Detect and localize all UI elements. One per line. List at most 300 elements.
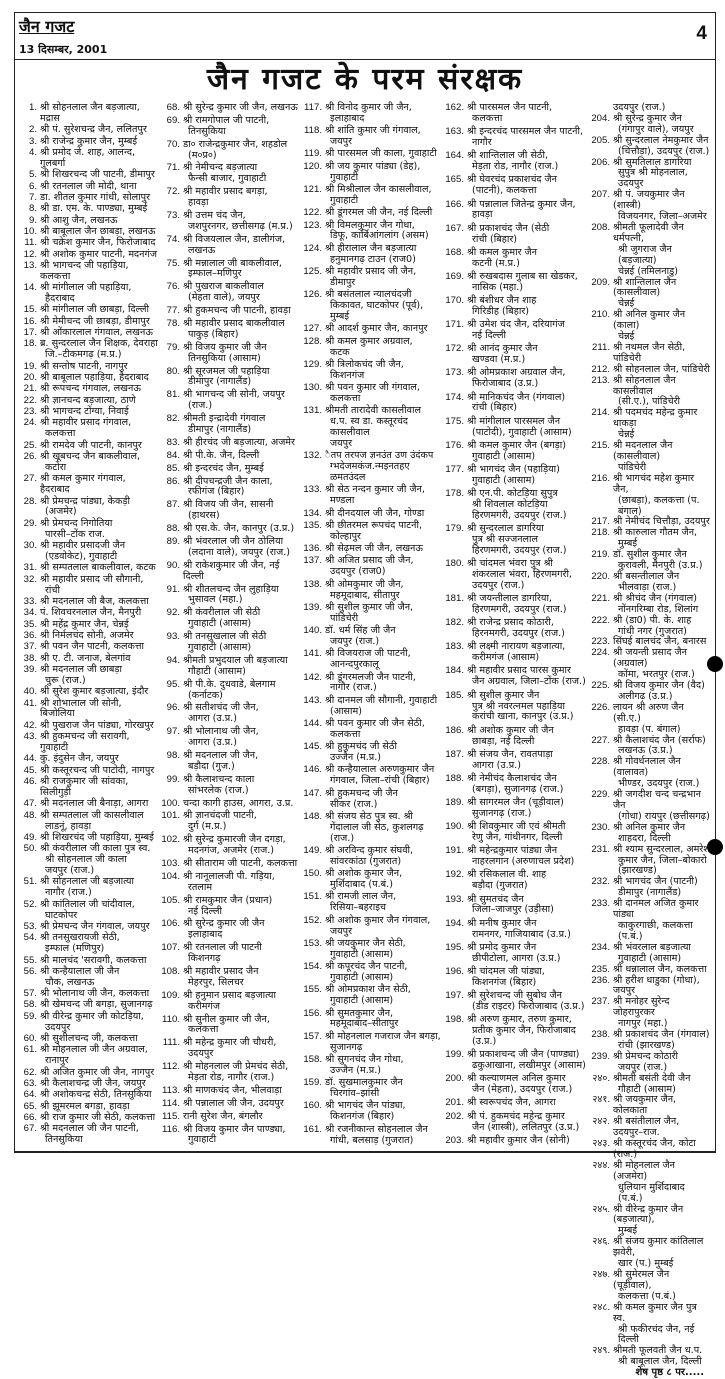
entry-number: 123. xyxy=(303,219,322,231)
entry-number: 229. xyxy=(591,789,610,801)
entry-text: छाबड़ा, नई दिल्ली xyxy=(472,735,535,747)
entry-text: पुत्र श्री सज्जनलाल xyxy=(472,533,539,545)
patron-column xyxy=(591,102,710,1379)
entry-text: प्रतीक कुमार जैन, फिरोजाबाद (उ.प्र.) xyxy=(472,1025,576,1047)
patron-entry xyxy=(445,618,588,640)
entry-text: श्री हुकमचन्द जी जैन xyxy=(325,787,398,799)
patron-entry xyxy=(161,259,300,281)
patron-entry xyxy=(303,892,442,914)
patron-entry xyxy=(161,390,300,412)
entry-number: 69. xyxy=(166,114,180,126)
entry-text: श्रीमती बसंती देवी जैन xyxy=(613,1072,691,1084)
entry-number: 199. xyxy=(445,1049,464,1061)
entry-number: 216. xyxy=(591,472,610,484)
entry-number: 101. xyxy=(161,810,180,822)
entry-number: 164. xyxy=(445,150,464,162)
entry-number: 95. xyxy=(166,678,180,690)
entry-number: 104. xyxy=(161,870,180,882)
entry-text: मेहरपुर, सिलचर xyxy=(188,976,244,988)
entry-text: श्री अशोक कुमार जी जैन xyxy=(467,724,554,736)
patron-entry xyxy=(18,204,158,215)
entry-number: 46. xyxy=(23,776,37,788)
patron-entry xyxy=(161,811,300,833)
entry-number: 4. xyxy=(28,146,37,158)
patron-entry xyxy=(161,306,300,317)
entry-number: 189. xyxy=(445,797,464,808)
entry-number: २४८. xyxy=(592,1301,610,1313)
entry-number: 72. xyxy=(166,186,180,198)
entry-text: श्री कमल कुमार गंगवाल, हैदराबाद xyxy=(40,473,126,496)
entry-number: 136. xyxy=(303,543,322,555)
patron-entry xyxy=(445,127,588,149)
entry-text: श्री प्रकाशचंद जैन (सेठी xyxy=(467,222,550,234)
patron-entry xyxy=(18,1068,158,1079)
entry-number: 185. xyxy=(445,689,464,701)
patron-entry xyxy=(591,1052,710,1074)
entry-number: 183. xyxy=(445,641,464,653)
entry-number: 96. xyxy=(166,702,180,714)
patron-entry xyxy=(591,757,710,790)
patron-entry xyxy=(591,190,710,223)
entry-number: 89. xyxy=(166,535,180,547)
entry-text: कलकत्ता xyxy=(45,428,76,440)
entry-number: 41. xyxy=(23,697,37,709)
patron-entry xyxy=(161,477,300,499)
entry-number: 162. xyxy=(445,102,464,113)
patron-entry xyxy=(18,1012,158,1034)
entry-number: 114. xyxy=(162,1097,180,1109)
entry-number: 102. xyxy=(161,834,180,846)
entry-text: चेन्नई (तमिलनाडु) xyxy=(618,265,678,277)
entry-text: करांची खाना, कानपुर (उ.प्र.) xyxy=(472,711,574,723)
entry-text: सिंघई बालचंद जैन, बनारस xyxy=(613,636,707,648)
entry-number: 132. xyxy=(303,450,322,462)
entry-text: श्री रसिकलाल वी. शाह xyxy=(467,869,547,881)
patron-entry xyxy=(18,170,158,181)
patron-entry xyxy=(303,812,442,845)
patron-entry xyxy=(591,1117,710,1139)
patron-entry xyxy=(303,1101,442,1123)
entry-text: उज्जैन (म.प्र.) xyxy=(330,752,382,764)
entry-number: 93. xyxy=(166,631,180,643)
patron-entry xyxy=(591,278,710,311)
entry-text: फैन्सी बाजार, गुवाहाटी xyxy=(188,173,267,185)
entry-text: श्री सुन्दरलाल नेमकुमार जैन xyxy=(613,134,709,146)
entry-text: श्री हीरचंद जी बड़जात्या, अजमेर xyxy=(183,436,295,448)
entry-number: 151. xyxy=(303,891,322,903)
entry-text: श्री मांगीलाल जी पहाड़िया, xyxy=(40,282,132,294)
entry-text: श्री कन्हैयालाल जी जैन xyxy=(40,965,120,977)
entry-text: श्री पदमचंद महेन्द्र कुमार धाकड़ा xyxy=(613,407,698,430)
entry-text: श्री शिवलाल कोटड़िया xyxy=(472,498,548,510)
patron-entry xyxy=(161,103,300,114)
patron-entry xyxy=(161,1086,300,1097)
entry-number: 38. xyxy=(23,652,37,664)
entry-number: 168. xyxy=(445,246,464,258)
entry-text: चेन्नई xyxy=(618,429,635,441)
entry-number: 224. xyxy=(591,647,610,659)
entry-number: 66. xyxy=(23,1112,37,1123)
patron-entry xyxy=(591,1095,710,1117)
entry-text: सांवरकांठा (गुजरात) xyxy=(330,855,402,867)
entry-text: श्री मालचंद 'सरावगी, कलकत्ता xyxy=(40,954,147,966)
entry-text: श्री कंवरीलाल जी काला पुत्र स्व. xyxy=(40,843,151,855)
entry-text: भीलवाड़ा (राज.) xyxy=(618,581,677,593)
entry-text: श्री विजयराज जी पाटनी, xyxy=(325,648,411,660)
entry-number: 121. xyxy=(303,183,322,195)
entry-number: 177. xyxy=(445,463,464,475)
entry-number: 141. xyxy=(303,648,322,660)
patron-entry xyxy=(161,140,300,162)
entry-text: श्री सुमतकुमार जैन, xyxy=(325,1007,394,1019)
entry-text: श्री झूमरमल बगड़ा, हावड़ा xyxy=(40,1100,130,1112)
patron-entry xyxy=(303,244,442,266)
patron-entry xyxy=(445,1112,588,1134)
entry-text: श्री सोहनलाल जी काला xyxy=(45,854,127,866)
entry-text: श्री भागचंद जैन (पाटनी) xyxy=(613,876,698,888)
patron-entry xyxy=(591,976,710,998)
entry-text: (पाटोदी), गुवाहाटी (आसाम) xyxy=(472,426,572,438)
entry-number: 19. xyxy=(23,360,37,372)
entry-text: श्रीमती प्रभुदयाल जी बड़जात्या xyxy=(183,654,288,666)
entry-text: श्री विजय कुमार जैन पाण्ड्या, xyxy=(183,1123,286,1135)
entry-text: श्री ओमप्रकाश जैन सेठी, xyxy=(325,984,411,996)
entry-number: 100. xyxy=(161,797,180,809)
patron-entry xyxy=(18,844,158,877)
patron-entry xyxy=(161,1125,300,1147)
patron-entry xyxy=(18,687,158,698)
entry-text: श्री बसन्तीलाल जैन xyxy=(613,570,680,582)
entry-text: श्री बाबूलाल जैन छाबड़ा, लखनऊ xyxy=(40,225,156,237)
patron-entry xyxy=(303,544,442,555)
entry-text: विजयनगर, जिला–अजमेर xyxy=(618,211,707,223)
patron-entry xyxy=(445,726,588,748)
entry-text: श्री आशु जैन, लखनऊ xyxy=(40,214,118,226)
entry-text: श्री कैलाशचंद जैन (सर्राफ) xyxy=(613,734,706,746)
entry-number: 15. xyxy=(23,304,37,316)
entry-number: 219. xyxy=(591,549,610,561)
entry-text: मुम्बई xyxy=(618,538,638,550)
patron-entry xyxy=(591,790,710,823)
entry-number: 90. xyxy=(166,559,180,571)
patron-entry xyxy=(445,320,588,342)
entry-text: श्री दीनदयाल जी जैन, गोण्डा xyxy=(325,507,425,519)
entry-text: कलकत्ता xyxy=(330,728,361,740)
patron-entry xyxy=(161,585,300,607)
entry-text: भीण्डर, उदयपुर (राज.) xyxy=(618,778,700,790)
entry-text: इलाहाबाद xyxy=(330,112,365,124)
entry-number: 106. xyxy=(161,918,180,930)
entry-text: श्री ज्ञानचन्द बड़जात्या, ठाणे xyxy=(40,394,136,406)
patron-entry xyxy=(161,859,300,870)
patron-entry xyxy=(303,789,442,811)
entry-number: 62. xyxy=(23,1066,37,1078)
entry-number: 1. xyxy=(28,102,37,113)
entry-text: श्री सुशील कुमार जैन xyxy=(467,689,540,701)
entry-number: 24. xyxy=(23,417,37,429)
entry-text: श्रीमती फूलादेवी जैन धर्मपत्नी, xyxy=(613,221,684,244)
patron-entry xyxy=(303,103,442,125)
entry-text: श्री महेन्द्रकुमार पांड्या जैन xyxy=(467,845,558,857)
patron-entry xyxy=(18,418,158,440)
entry-text: श्री अशोकचन्द्र सेठी, तिनसुकिया xyxy=(40,1089,152,1101)
entry-text: श्री महावीर प्रसादजी जैन xyxy=(40,540,126,552)
entry-text: रफीगंज (बिहार) xyxy=(188,486,245,498)
entry-text: श्री रामदेव जी पाटनी, कानपुर xyxy=(40,439,142,451)
patron-entry xyxy=(303,765,442,787)
entry-number: 198. xyxy=(445,1014,464,1026)
patron-entry xyxy=(303,603,442,625)
patron-entry xyxy=(18,148,158,170)
entry-text: श्री शिवकुमार जी एवं श्रीमती xyxy=(467,821,566,833)
entry-text: गुवाहाटी xyxy=(330,171,359,183)
entry-text: श्री रजनीकान्त सोहनलाल जैन xyxy=(325,1123,428,1135)
entry-text: श्री विजयलाल जैन, डालीगंज, xyxy=(183,233,286,245)
entry-number: 218. xyxy=(591,527,610,539)
entry-text: ब्र. सुन्दरलाल जैन शिक्षक, देवराहा xyxy=(40,338,158,350)
entry-text: श्री हुकमचन्द जी सरावगी, गुवाहाटी xyxy=(40,731,130,754)
patron-entry xyxy=(445,798,588,820)
entry-text: श्री कपूरचंद जैन पाटनी, xyxy=(325,961,408,973)
entry-number: 111. xyxy=(162,1037,180,1049)
entry-number: 152. xyxy=(303,914,322,926)
entry-number: 82. xyxy=(166,413,180,425)
entry-text: रानी सुरेश जैन, बंगलौर xyxy=(183,1110,263,1122)
entry-text: नागौर (राज.) xyxy=(45,887,92,899)
patron-entry xyxy=(161,438,300,449)
patron-entry xyxy=(18,563,158,574)
patron-entry xyxy=(161,451,300,462)
entry-text: श्री अरविन्द कुमार संघवी, xyxy=(325,845,414,856)
patron-entry xyxy=(18,541,158,563)
entry-text: श्री मांगीलाल पारसमल जैन xyxy=(467,415,561,427)
entry-number: 110. xyxy=(162,1013,180,1025)
entry-text: हावड़ा xyxy=(472,209,493,221)
entry-text: हिरणमगरी, उदयपुर (राज.) xyxy=(472,544,567,556)
entry-text: श्री राजेन्द्र कुमार जैन, मुम्बई xyxy=(40,135,138,147)
entry-text: श्री मदनलाल जी छाबड़ा xyxy=(40,663,122,675)
entry-text: श्री कैलाशचन्द काला xyxy=(183,773,255,785)
patron-entry xyxy=(161,1015,300,1037)
patron-entry xyxy=(445,846,588,868)
entry-number: २४७. xyxy=(592,1268,610,1280)
patron-entry xyxy=(445,417,588,439)
entry-text: श्री अशोक कुमार पाटनी, मदनगंज xyxy=(40,248,157,260)
entry-number: 83. xyxy=(166,436,180,448)
patron-entry xyxy=(303,485,442,507)
entry-text: श्री बाबूलाल जैन, दिल्ली xyxy=(618,1356,702,1368)
patron-entry xyxy=(161,524,300,535)
entry-text: श्री पन्नालाल जी जैन, उदयपुर xyxy=(183,1097,284,1109)
entry-text: श्री प्रेमचन्द जैन गंगवाल, जयपुर xyxy=(40,920,150,932)
patron-entry xyxy=(18,699,158,721)
entry-number: 115. xyxy=(162,1110,180,1122)
entry-text: श्री रामकुमार जैन (प्रधान) xyxy=(183,894,273,906)
patron-entry xyxy=(445,594,588,616)
entry-text: श्री ए. टी. जनाज, बेलगांव xyxy=(40,652,131,664)
entry-number: 68. xyxy=(166,102,180,113)
entry-text: श्री मन्नालाल जी बाकलीवाल, xyxy=(183,257,282,269)
entry-number: 65. xyxy=(23,1100,37,1112)
entry-number: २४६. xyxy=(592,1236,610,1248)
entry-number: 134. xyxy=(303,507,322,519)
entry-text: श्री मिश्रीलाल जैन कासलीवाल, xyxy=(325,183,432,195)
entry-number: 202. xyxy=(445,1110,464,1122)
entry-text: श्री शोभालाल जी सोनी, बिजोलिया xyxy=(40,697,122,720)
patron-entry xyxy=(161,835,300,857)
entry-number: 190. xyxy=(445,821,464,833)
entry-text: श्री विजय जी जैन, सासनी xyxy=(183,499,274,511)
entry-text: श्री मदनलाल जी बैनाड़ा, आगरा xyxy=(40,798,149,810)
entry-text: श्री डूंगरमल जी जैन, नई दिल्ली xyxy=(325,207,433,219)
entry-text: श्री कमल कुमार जैन पुत्र स्व. xyxy=(613,1301,697,1324)
entry-text: श्री दानमल जी सौगानी, गुवाहाटी xyxy=(325,694,438,706)
patron-entry xyxy=(18,216,158,227)
entry-text: श्री भोलानाथ जी जैन, xyxy=(183,726,259,738)
entry-number: 181. xyxy=(445,593,464,605)
entry-number: 161. xyxy=(303,1123,322,1135)
entry-text: श्री वीरेन्द्र कुमार जी कोटड़िया, xyxy=(40,1010,144,1022)
patron-entry xyxy=(303,673,442,695)
entry-text: श्री पी.के. दुधवाडे, बेलगाम xyxy=(183,678,276,690)
patron-entry xyxy=(591,997,710,1030)
entry-text: किशनगंज (बिहार) xyxy=(330,1111,395,1123)
entry-text: तिनसुकिया xyxy=(45,1134,83,1146)
patron-entry xyxy=(445,666,588,688)
entry-number: 74. xyxy=(166,233,180,245)
entry-number: 51. xyxy=(23,876,37,888)
entry-text: श्री प्रकाशचंद जैन (गंगवाल) xyxy=(613,1029,710,1041)
entry-number: 187. xyxy=(445,748,464,760)
entry-text: कोंमा, भरतपुर (राज.) xyxy=(618,669,695,681)
entry-number: 45. xyxy=(23,764,37,776)
patron-entry xyxy=(161,872,300,894)
patron-entry xyxy=(18,608,158,619)
entry-number: 43. xyxy=(23,731,37,743)
entry-text: श्री सुमेरमल जैन (चूड़ीवाल), xyxy=(613,1268,670,1291)
patron-entry xyxy=(591,136,710,158)
entry-text: गिरिडीह (बिहार) xyxy=(472,305,530,317)
patron-entry xyxy=(18,877,158,899)
patron-entry xyxy=(591,114,710,136)
entry-number: 171. xyxy=(445,319,464,331)
entry-number: 159. xyxy=(303,1077,322,1089)
patron-entry xyxy=(18,1124,158,1146)
entry-text: श्री प्रेमचन्द निगोतिया xyxy=(40,517,113,529)
patron-entry xyxy=(591,877,710,899)
entry-text: श्री अनिल कुमार जैन (काला) xyxy=(613,309,686,332)
patrons-list xyxy=(14,101,716,1379)
entry-text: श्री महावीर प्रसाद जी सौगानी, xyxy=(40,573,144,585)
entry-number: 211. xyxy=(592,341,610,353)
patron-entry xyxy=(445,1050,588,1072)
entry-text: रांची (बिहार) xyxy=(472,233,517,245)
entry-number: 84. xyxy=(166,449,180,461)
patron-entry xyxy=(161,187,300,209)
entry-text: श्री कमल कुमार जैन xyxy=(467,246,537,258)
entry-text: श्री बंशीधर जैन शाह xyxy=(467,295,537,306)
entry-text: श्री ओमप्रकाश अग्रवाल जैन, xyxy=(467,367,566,379)
entry-number: 117. xyxy=(304,102,322,113)
entry-text: जैन (मेहता), उदयपुर (राज.) xyxy=(472,1084,573,1096)
entry-number: 113. xyxy=(162,1084,180,1096)
patron-column xyxy=(445,103,588,1147)
entry-number: 34. xyxy=(23,607,37,619)
entry-text: आनन्दपुरकालू xyxy=(330,659,379,671)
entry-text: श्री भागचन्द जी सोनी, जयपुर xyxy=(183,389,285,401)
entry-number: २४०. xyxy=(592,1072,610,1084)
patron-entry xyxy=(303,556,442,578)
entry-number: 137. xyxy=(303,555,322,567)
entry-number: 206. xyxy=(591,156,610,168)
entry-text: श्री सुरेन्द्र कुमार जी जैन xyxy=(183,918,265,930)
entry-number: 52. xyxy=(23,898,37,910)
entry-number: 143. xyxy=(303,694,322,706)
entry-text: डॉ. सुखमालकुमार जैन xyxy=(325,1077,403,1089)
entry-number: 79. xyxy=(166,341,180,353)
entry-text: (लदाना वाले), जयपुर (राज.) xyxy=(188,546,291,558)
entry-number: 107. xyxy=(161,942,180,954)
patron-entry xyxy=(161,367,300,389)
entry-text: श्री शीतलचन्द जैन लुहाड़िया xyxy=(183,583,279,595)
entry-text: जयपुर (राज.) xyxy=(45,865,95,877)
entry-text: नई दिल्ली xyxy=(472,330,506,342)
entry-text: श्री महावीर प्रसाद बगड़ा, xyxy=(183,186,268,198)
entry-number: 16. xyxy=(23,315,37,327)
entry-text: रांची xyxy=(45,584,60,596)
entry-text: ध.प. स्व डा. कस्तूरचंद कासलीवाल xyxy=(330,416,409,439)
entry-text: श्री सागरमल जैन (चूड़ीवाल) xyxy=(467,797,564,808)
entry-text: श्री महावीर प्रसाद बाकलीवाल xyxy=(183,318,285,329)
patron-entry xyxy=(445,489,588,522)
entry-text: पांडिचेरी xyxy=(330,612,359,624)
entry-text: आगरा (उ.प्र.) xyxy=(188,713,237,725)
entry-text: (आसाम) xyxy=(330,705,362,717)
entry-text: श्री शान्तिलाल जैन (कासलीवाल) xyxy=(613,276,677,299)
entry-number: 148. xyxy=(303,810,322,822)
entry-number: 58. xyxy=(23,999,37,1011)
entry-text: श्री सुरेन्द्र कुमार जी जैन, लखनऊ xyxy=(183,102,298,113)
patron-entry xyxy=(591,736,710,758)
entry-text: श्री आनंद कुमार जैन xyxy=(467,343,538,355)
patron-entry xyxy=(161,343,300,365)
entry-text: कटक xyxy=(330,346,350,358)
entry-text: सुजानगढ़ xyxy=(330,1041,363,1053)
entry-text: (चित्तौड़ा), उदयपुर (राज.) xyxy=(618,145,710,157)
entry-text: श्री मोहनलाल जी जैन अग्रवाल, xyxy=(40,1044,148,1056)
entry-number: 6. xyxy=(28,180,37,192)
patron-entry xyxy=(303,580,442,602)
entry-text: श्री जगदीश चन्द चन्द्रभान जैन xyxy=(613,789,701,811)
patron-entry xyxy=(18,1000,158,1011)
entry-text: श्री हुकुमचंद जी सेठी xyxy=(325,741,397,753)
entry-number: 217. xyxy=(591,516,610,528)
entry-text: श्री महेंद्र कुमार जैन, चेन्नई xyxy=(40,618,129,630)
entry-text: श्री सुशीलचन्द जी, कलकत्ता xyxy=(40,1033,138,1045)
entry-number: 228. xyxy=(591,756,610,768)
entry-text: रानापुर xyxy=(45,1055,69,1067)
entry-text: नागौर xyxy=(472,137,492,149)
entry-number: 233. xyxy=(591,898,610,910)
entry-text: श्री कारुलाल गौतम जैन, xyxy=(613,527,698,539)
entry-number: 200. xyxy=(445,1073,464,1085)
entry-text: श्री महेन्द्र कुमार जी चौधरी, xyxy=(183,1037,277,1049)
entry-text: डा. शीतल कुमार गांधी, सोलापुर xyxy=(40,191,151,203)
entry-text: श्री चक्रेश कुमार जैन, फिरोजाबाद xyxy=(40,237,156,249)
entry-number: 64. xyxy=(23,1089,37,1101)
patron-entry xyxy=(303,162,442,184)
entry-text: श्री भागचन्द टोंग्या, निवाई xyxy=(40,406,129,418)
